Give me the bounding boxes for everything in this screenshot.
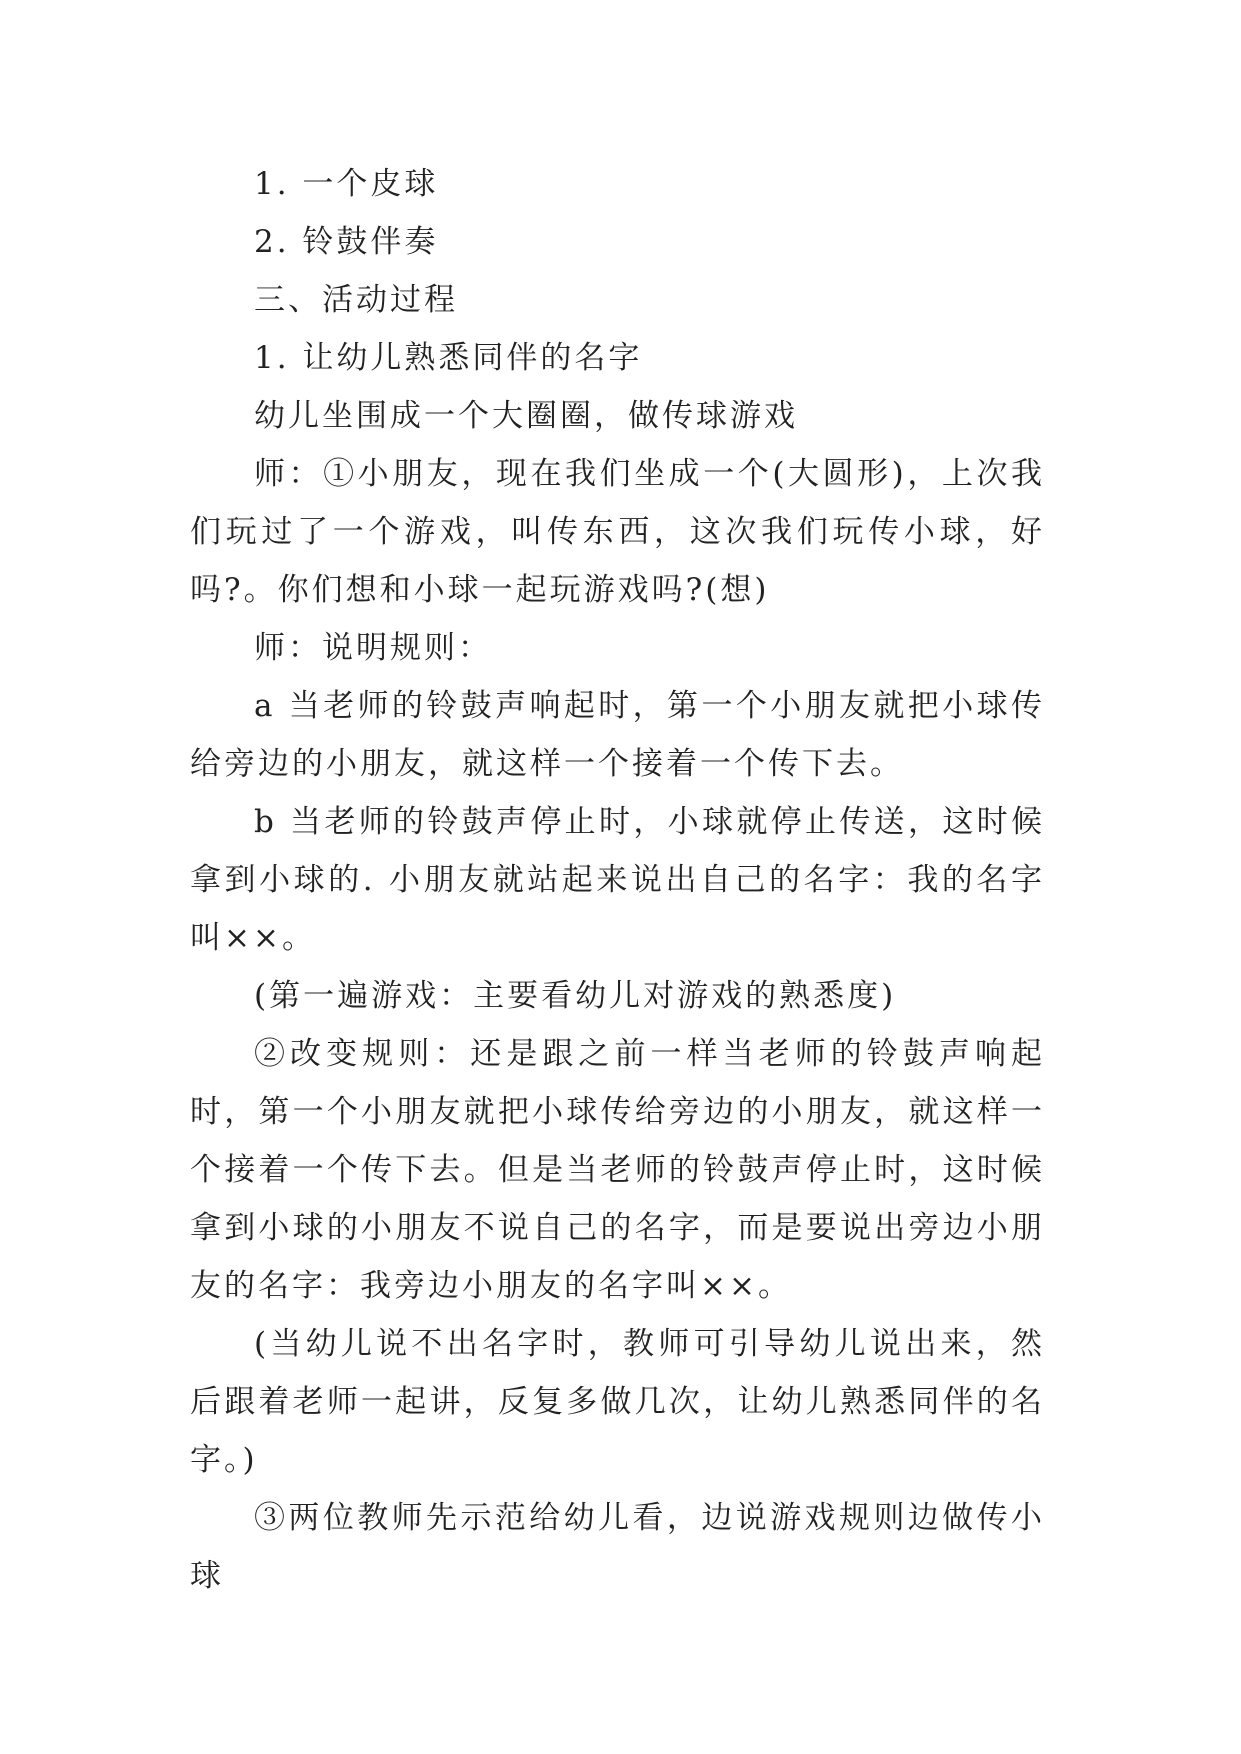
paragraph-teacher-intro: 师：①小朋友，现在我们坐成一个(大圆形)，上次我们玩过了一个游戏，叫传东西，这次我们玩传小球，好吗?。你们想和小球一起玩游戏吗?(想) [190,456,1045,608]
section-heading-activity-process: 三、活动过程 [254,282,458,318]
document-body [190,155,1045,1605]
paragraph-circle-setup: 幼儿坐围成一个大圈圈，做传球游戏 [254,398,798,434]
paragraph-rule-a: a 当老师的铃鼓声响起时，第一个小朋友就把小球传给旁边的小朋友，就这样一个接着一个传下去。 [190,688,1045,782]
paragraph-rules-heading: 师：说明规则： [254,630,492,666]
paragraph-first-round-note: (第一遍游戏：主要看幼儿对游戏的熟悉度) [254,978,897,1014]
paragraph-changed-rules: ②改变规则：还是跟之前一样当老师的铃鼓声响起时，第一个小朋友就把小球传给旁边的小朋友，就这样一个接着一个传下去。但是当老师的铃鼓声停止时，这时候拿到小球的小朋友不说自己的名字，而是要说出旁边小朋友的名字：我旁边小朋友的名字叫××。 [190,1036,1045,1304]
paragraph-teacher-demo: ③两位教师先示范给幼儿看，边说游戏规则边做传小球 [190,1500,1045,1594]
paragraph-rule-b: b 当老师的铃鼓声停止时，小球就停止传送，这时候拿到小球的. 小朋友就站起来说出自己的名字：我的名字叫××。 [190,804,1045,956]
list-item-materials-ball: 1. 一个皮球 [254,166,439,202]
list-item-materials-tambourine: 2. 铃鼓伴奏 [254,224,439,260]
paragraph-guidance-note: (当幼儿说不出名字时，教师可引导幼儿说出来，然后跟着老师一起讲，反复多做几次，让幼儿熟悉同伴的名字。) [190,1326,1045,1478]
step-heading-familiarize-names: 1. 让幼儿熟悉同伴的名字 [254,340,643,376]
